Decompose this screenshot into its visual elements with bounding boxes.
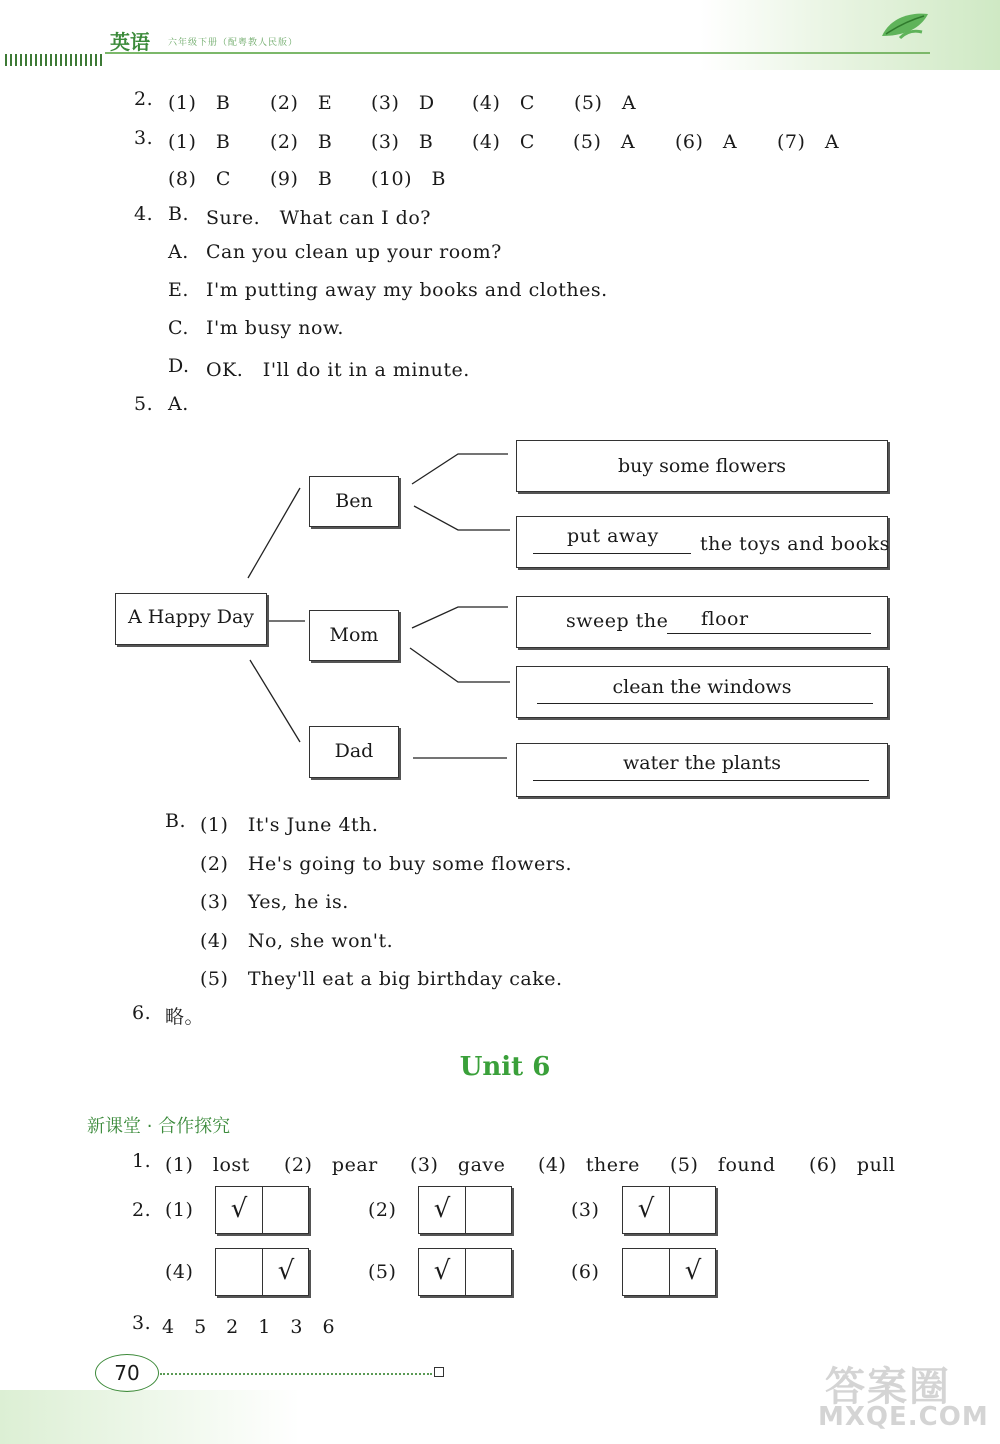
task-node-put-away [516, 516, 888, 568]
u6-q1-answer: (1) lost [165, 1154, 250, 1176]
answer-underline [533, 553, 691, 554]
u6-q1-answer: (4) there [538, 1154, 640, 1176]
u6-q1-answer: (5) found [670, 1154, 776, 1176]
footer-dotted-rule [160, 1373, 432, 1375]
footer-square-icon [434, 1367, 444, 1377]
q5-b-answer: (2) He's going to buy some flowers. [200, 853, 573, 875]
q6-answer: 略。 [165, 1006, 205, 1028]
unit-title: Unit 6 [459, 1052, 551, 1082]
check-mark-cell [262, 1187, 309, 1233]
check-mark-cell [465, 1187, 512, 1233]
q5-part-a: A. [168, 393, 189, 415]
check-mark-cell: √ [262, 1249, 309, 1295]
q2-answer: (3) D [371, 92, 435, 114]
task-node-clean-windows [516, 666, 888, 718]
check-item-label: (5) [368, 1261, 397, 1283]
check-item-label: (6) [571, 1261, 600, 1283]
check-box-pair [622, 1248, 716, 1296]
q2-answer: (4) C [472, 92, 535, 114]
connector-line [250, 660, 300, 742]
check-mark-cell [465, 1249, 512, 1295]
q3-answer: (10) B [371, 168, 446, 190]
connector-line [412, 607, 508, 628]
q3-answer: (3) B [371, 131, 434, 153]
check-mark-cell [623, 1249, 669, 1295]
edition-label: 六年级下册（配粤教人民版） [168, 38, 299, 48]
task-node-sweep [516, 596, 888, 648]
q4-letter: C. [168, 317, 189, 339]
task-node-buy-flowers [516, 440, 888, 492]
connector-line [414, 506, 510, 530]
connector-line [410, 648, 510, 682]
q5-part-b: B. [165, 810, 187, 832]
u6-q3-number: 3. [132, 1312, 152, 1334]
check-item-label: (2) [368, 1199, 397, 1221]
check-item-label: (1) [165, 1199, 194, 1221]
center-node-label: A Happy Day [127, 606, 255, 628]
person-label: Ben [335, 490, 373, 512]
q4-line: OK. I'll do it in a minute. [206, 359, 470, 381]
person-label: Mom [329, 624, 379, 646]
check-mark-cell [216, 1249, 262, 1295]
check-box-pair [418, 1248, 512, 1296]
check-box-pair [622, 1186, 716, 1234]
check-box-pair [215, 1248, 309, 1296]
task-label: water the plants [623, 752, 781, 774]
check-item-label: (4) [165, 1261, 194, 1283]
q4-letter: B. [168, 203, 190, 225]
q3-answer: (6) A [675, 131, 738, 153]
q4-letter: D. [168, 355, 190, 377]
connector-line [248, 488, 300, 578]
q3-number: 3. [134, 127, 154, 149]
q4-line: Can you clean up your room? [206, 241, 502, 263]
person-node-mom [309, 610, 399, 661]
check-mark-cell: √ [433, 1194, 451, 1224]
u6-q3-answer: 4 5 2 1 3 6 [162, 1316, 336, 1338]
u6-q1-answer: (3) gave [410, 1154, 506, 1176]
q3-answer: (9) B [270, 168, 333, 190]
q3-answer: (4) C [472, 131, 535, 153]
q5-number: 5. [134, 393, 154, 415]
center-node [115, 593, 267, 645]
q6-number: 6. [132, 1002, 152, 1024]
u6-q1-answer: (6) pull [809, 1154, 896, 1176]
check-item-label: (3) [571, 1199, 600, 1221]
q5-b-answer: (4) No, she won't. [200, 930, 394, 952]
check-mark-cell: √ [230, 1194, 248, 1224]
q2-answer: (1) B [168, 92, 231, 114]
q2-answer: (2) E [270, 92, 333, 114]
answer-underline [533, 780, 869, 781]
q3-answer: (2) B [270, 131, 333, 153]
q4-letter: A. [168, 241, 189, 263]
q5-b-answer: (1) It's June 4th. [200, 814, 379, 836]
section-title: 新课堂 · 合作探究 [87, 1116, 231, 1137]
page-number: 70 [95, 1354, 159, 1392]
check-mark-cell: √ [433, 1256, 451, 1286]
task-label: buy some flowers [617, 455, 787, 477]
q4-number: 4. [134, 203, 154, 225]
subject-title: 英语 [110, 30, 150, 54]
q3-answer: (1) B [168, 131, 231, 153]
q2-number: 2. [134, 88, 154, 110]
connector-line [412, 454, 508, 484]
u6-q1-answer: (2) pear [284, 1154, 378, 1176]
q4-line: Sure. What can I do? [206, 207, 431, 229]
watermark-logo: 答案圈 [825, 1364, 951, 1410]
answer-underline [537, 703, 873, 704]
q3-answer: (8) C [168, 168, 231, 190]
task-node-water-plants [516, 743, 888, 797]
task-fill-answer: floor [701, 608, 749, 630]
task-fill-answer: put away [567, 525, 659, 547]
q5-b-answer: (3) Yes, he is. [200, 891, 349, 913]
task-label: the toys and books [700, 533, 890, 555]
check-mark-cell: √ [669, 1249, 716, 1295]
q4-line: I'm busy now. [206, 317, 344, 339]
u6-q1-number: 1. [132, 1150, 152, 1172]
person-label: Dad [334, 740, 374, 762]
check-mark-cell: √ [637, 1194, 655, 1224]
task-label: sweep the [566, 610, 669, 632]
q5-b-answer: (5) They'll eat a big birthday cake. [200, 968, 563, 990]
watermark-url: MXQE.COM [818, 1402, 989, 1432]
q4-line: I'm putting away my books and clothes. [206, 279, 608, 301]
check-box-pair [215, 1186, 309, 1234]
q3-answer: (7) A [777, 131, 840, 153]
check-mark-cell [669, 1187, 716, 1233]
q4-letter: E. [168, 279, 189, 301]
u6-q2-number: 2. [132, 1199, 152, 1221]
person-node-ben [309, 476, 399, 527]
person-node-dad [309, 726, 399, 778]
task-label: clean the windows [612, 676, 792, 698]
check-box-pair [418, 1186, 512, 1234]
q3-answer: (5) A [573, 131, 636, 153]
answer-underline [667, 633, 871, 634]
q2-answer: (5) A [574, 92, 637, 114]
